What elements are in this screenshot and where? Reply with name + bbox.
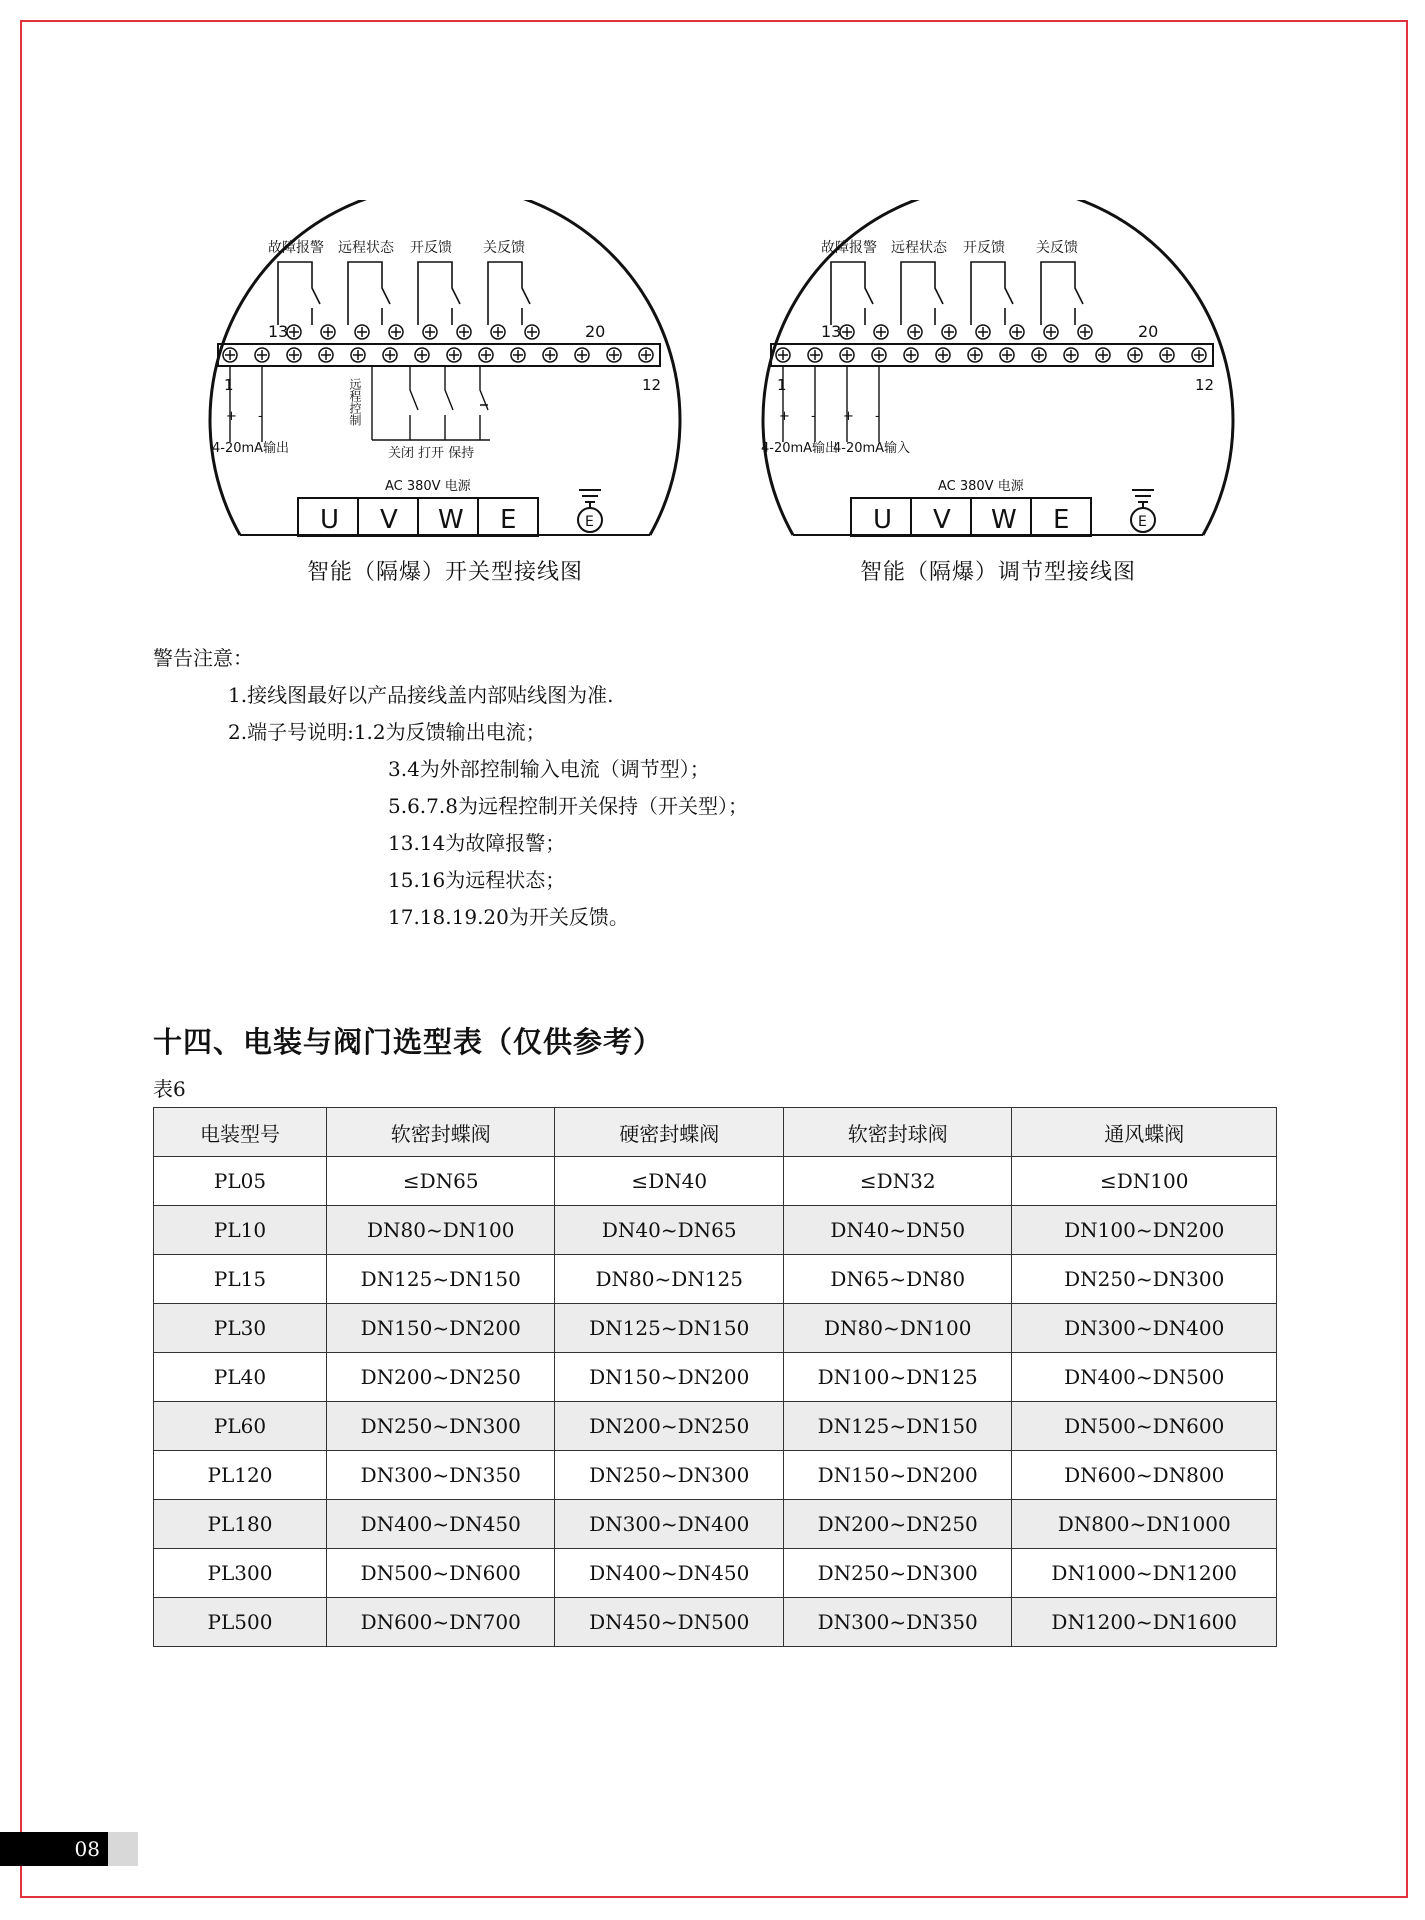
svg-text:-: - [811, 409, 816, 424]
regulating-type-wiring-svg [753, 200, 1243, 545]
range-cell: ≤DN32 [783, 1157, 1011, 1206]
terminal-screw-icon [321, 325, 335, 339]
warning-item: 13.14为故障报警； [388, 831, 566, 855]
regulating-type-wiring-diagram [753, 200, 1243, 595]
svg-text:-: - [875, 409, 880, 424]
relay-contact-icon [488, 262, 530, 325]
terminal-screw-icon [255, 348, 269, 362]
table-row [154, 1598, 1277, 1647]
range-cell: DN450~DN500 [555, 1598, 783, 1647]
range-cell: DN125~DN150 [555, 1304, 783, 1353]
terminal-screw-icon [511, 348, 525, 362]
terminal-screw-icon [776, 348, 790, 362]
range-cell: DN200~DN250 [783, 1500, 1011, 1549]
terminal-screw-icon [976, 325, 990, 339]
terminal-screw-icon [351, 348, 365, 362]
page-number-tab [108, 1832, 138, 1866]
svg-text:故障报警: 故障报警 [821, 240, 877, 256]
terminal-screw-icon [415, 348, 429, 362]
range-cell: DN600~DN700 [327, 1598, 555, 1647]
range-cell: DN100~DN125 [783, 1353, 1011, 1402]
svg-text:4-20mA输出: 4-20mA输出 [761, 441, 839, 456]
range-cell: DN100~DN200 [1012, 1206, 1277, 1255]
switch-type-wiring-diagram [200, 200, 690, 595]
svg-text:20: 20 [1138, 322, 1159, 341]
range-cell: DN800~DN1000 [1012, 1500, 1277, 1549]
table-row [154, 1402, 1277, 1451]
model-cell: PL60 [154, 1402, 327, 1451]
warning-item: 15.16为远程状态； [388, 868, 566, 892]
range-cell: DN400~DN500 [1012, 1353, 1277, 1402]
relay-contact-icon [831, 262, 873, 325]
terminal-screw-icon [872, 348, 886, 362]
range-cell: DN200~DN250 [327, 1353, 555, 1402]
svg-text:远程状态: 远程状态 [891, 240, 947, 256]
svg-text:关反馈: 关反馈 [483, 240, 525, 256]
terminal-screw-icon [968, 348, 982, 362]
warning-item: 3.4为外部控制输入电流（调节型）； [388, 757, 710, 781]
svg-text:13: 13 [821, 322, 842, 341]
model-cell: PL30 [154, 1304, 327, 1353]
diagram-caption: 智能（隔爆）调节型接线图 [859, 560, 1136, 585]
warning-item: 2.端子号说明:1.2为反馈输出电流； [228, 720, 546, 744]
relay-contact-icon [971, 262, 1013, 325]
table-row [154, 1206, 1277, 1255]
svg-text:关反馈: 关反馈 [1036, 240, 1078, 256]
range-cell: DN250~DN300 [555, 1451, 783, 1500]
svg-text:1: 1 [777, 376, 787, 394]
terminal-screw-icon [319, 348, 333, 362]
range-cell: ≤DN65 [327, 1157, 555, 1206]
model-cell: PL05 [154, 1157, 327, 1206]
terminal-screw-icon [457, 325, 471, 339]
model-cell: PL15 [154, 1255, 327, 1304]
terminal-screw-icon [936, 348, 950, 362]
section-title: 十四、电装与阀门选型表（仅供参考） [153, 1025, 664, 1059]
relay-contact-icon [1041, 262, 1083, 325]
svg-text:E: E [1138, 514, 1147, 530]
terminal-screw-icon [840, 348, 854, 362]
terminal-screw-icon [904, 348, 918, 362]
terminal-screw-icon [383, 348, 397, 362]
range-cell: ≤DN40 [555, 1157, 783, 1206]
svg-text:E: E [500, 505, 517, 535]
range-cell: DN1200~DN1600 [1012, 1598, 1277, 1647]
terminal-screw-icon [287, 348, 301, 362]
svg-text:V: V [933, 505, 951, 535]
terminal-screw-icon [808, 348, 822, 362]
table-header-row [154, 1108, 1277, 1157]
svg-text:U: U [320, 505, 340, 535]
model-cell: PL500 [154, 1598, 327, 1647]
table-row [154, 1451, 1277, 1500]
range-cell: DN80~DN100 [327, 1206, 555, 1255]
table-row [154, 1255, 1277, 1304]
relay-contact-icon [278, 262, 320, 325]
page-number: 08 [0, 1832, 108, 1866]
range-cell: DN300~DN350 [327, 1451, 555, 1500]
svg-text:+: + [843, 409, 854, 424]
range-cell: DN150~DN200 [327, 1304, 555, 1353]
table-row [154, 1157, 1277, 1206]
terminal-screw-icon [355, 325, 369, 339]
svg-text:AC 380V 电源: AC 380V 电源 [385, 479, 471, 494]
svg-text:20: 20 [585, 322, 606, 341]
table-row [154, 1304, 1277, 1353]
range-cell: DN65~DN80 [783, 1255, 1011, 1304]
terminal-screw-icon [575, 348, 589, 362]
terminal-screw-icon [543, 348, 557, 362]
svg-text:13: 13 [268, 322, 289, 341]
svg-text:V: V [380, 505, 398, 535]
svg-text:4-20mA输入: 4-20mA输入 [833, 441, 911, 456]
diagram-caption: 智能（隔爆）开关型接线图 [306, 560, 583, 585]
range-cell: DN300~DN350 [783, 1598, 1011, 1647]
column-header: 通风蝶阀 [1012, 1108, 1277, 1157]
svg-text:W: W [991, 505, 1017, 535]
range-cell: DN400~DN450 [327, 1500, 555, 1549]
terminal-screw-icon [607, 348, 621, 362]
terminal-screw-icon [1010, 325, 1024, 339]
range-cell: DN1000~DN1200 [1012, 1549, 1277, 1598]
warning-notes [153, 640, 748, 936]
terminal-screw-icon [223, 348, 237, 362]
terminal-screw-icon [1032, 348, 1046, 362]
table-row [154, 1353, 1277, 1402]
svg-text:+: + [226, 409, 237, 424]
relay-contact-icon [348, 262, 390, 325]
svg-text:W: W [438, 505, 464, 535]
terminal-screw-icon [479, 348, 493, 362]
svg-text:E: E [1053, 505, 1070, 535]
model-cell: PL10 [154, 1206, 327, 1255]
terminal-screw-icon [525, 325, 539, 339]
terminal-screw-icon [1000, 348, 1014, 362]
range-cell: DN500~DN600 [1012, 1402, 1277, 1451]
column-header: 软密封球阀 [783, 1108, 1011, 1157]
terminal-screw-icon [840, 325, 854, 339]
terminal-screw-icon [1078, 325, 1092, 339]
range-cell: DN200~DN250 [555, 1402, 783, 1451]
terminal-screw-icon [1064, 348, 1078, 362]
svg-text:4-20mA输出: 4-20mA输出 [212, 441, 290, 456]
range-cell: DN250~DN300 [327, 1402, 555, 1451]
terminal-screw-icon [447, 348, 461, 362]
terminal-screw-icon [1192, 348, 1206, 362]
terminal-screw-icon [942, 325, 956, 339]
range-cell: DN125~DN150 [327, 1255, 555, 1304]
terminal-screw-icon [491, 325, 505, 339]
range-cell: DN250~DN300 [783, 1549, 1011, 1598]
terminal-screw-icon [639, 348, 653, 362]
svg-text:12: 12 [1195, 376, 1215, 394]
terminal-screw-icon [1160, 348, 1174, 362]
range-cell: DN40~DN65 [555, 1206, 783, 1255]
range-cell: DN80~DN100 [783, 1304, 1011, 1353]
svg-text:1: 1 [224, 376, 234, 394]
switch-type-wiring-svg [200, 200, 690, 545]
terminal-screw-icon [287, 325, 301, 339]
terminal-screw-icon [1096, 348, 1110, 362]
terminal-screw-icon [874, 325, 888, 339]
range-cell: DN250~DN300 [1012, 1255, 1277, 1304]
column-header: 软密封蝶阀 [327, 1108, 555, 1157]
terminal-screw-icon [389, 325, 403, 339]
warning-title: 警告注意： [153, 646, 253, 670]
table-label: 表6 [153, 1077, 186, 1101]
terminal-screw-icon [1128, 348, 1142, 362]
model-cell: PL180 [154, 1500, 327, 1549]
svg-text:U: U [873, 505, 893, 535]
ground-icon [1131, 490, 1155, 532]
relay-contact-icon [418, 262, 460, 325]
warning-item: 17.18.19.20为开关反馈。 [388, 905, 629, 929]
range-cell: DN40~DN50 [783, 1206, 1011, 1255]
table-row [154, 1500, 1277, 1549]
model-cell: PL120 [154, 1451, 327, 1500]
range-cell: DN500~DN600 [327, 1549, 555, 1598]
range-cell: DN600~DN800 [1012, 1451, 1277, 1500]
warning-item: 5.6.7.8为远程控制开关保持（开关型）； [388, 794, 748, 818]
svg-text:远程控制: 远程控制 [348, 378, 362, 426]
svg-text:AC 380V 电源: AC 380V 电源 [938, 479, 1024, 494]
svg-text:关闭 打开 保持: 关闭 打开 保持 [388, 446, 475, 461]
svg-text:开反馈: 开反馈 [963, 240, 1005, 256]
column-header: 硬密封蝶阀 [555, 1108, 783, 1157]
ground-icon [578, 490, 602, 532]
range-cell: DN80~DN125 [555, 1255, 783, 1304]
svg-text:-: - [258, 409, 263, 424]
terminal-screw-icon [908, 325, 922, 339]
range-cell: DN150~DN200 [783, 1451, 1011, 1500]
range-cell: DN300~DN400 [555, 1500, 783, 1549]
svg-text:E: E [585, 514, 594, 530]
range-cell: DN400~DN450 [555, 1549, 783, 1598]
svg-text:远程状态: 远程状态 [338, 240, 394, 256]
range-cell: ≤DN100 [1012, 1157, 1277, 1206]
terminal-screw-icon [1044, 325, 1058, 339]
range-cell: DN150~DN200 [555, 1353, 783, 1402]
model-cell: PL300 [154, 1549, 327, 1598]
column-header: 电装型号 [154, 1108, 327, 1157]
relay-contact-icon [901, 262, 943, 325]
svg-text:开反馈: 开反馈 [410, 240, 452, 256]
terminal-screw-icon [423, 325, 437, 339]
model-cell: PL40 [154, 1353, 327, 1402]
table-row [154, 1549, 1277, 1598]
warning-item: 1.接线图最好以产品接线盖内部贴线图为准. [228, 683, 614, 707]
svg-text:故障报警: 故障报警 [268, 240, 324, 256]
svg-text:+: + [779, 409, 790, 424]
valve-selection-table [153, 1107, 1277, 1647]
range-cell: DN125~DN150 [783, 1402, 1011, 1451]
svg-text:12: 12 [642, 376, 662, 394]
range-cell: DN300~DN400 [1012, 1304, 1277, 1353]
